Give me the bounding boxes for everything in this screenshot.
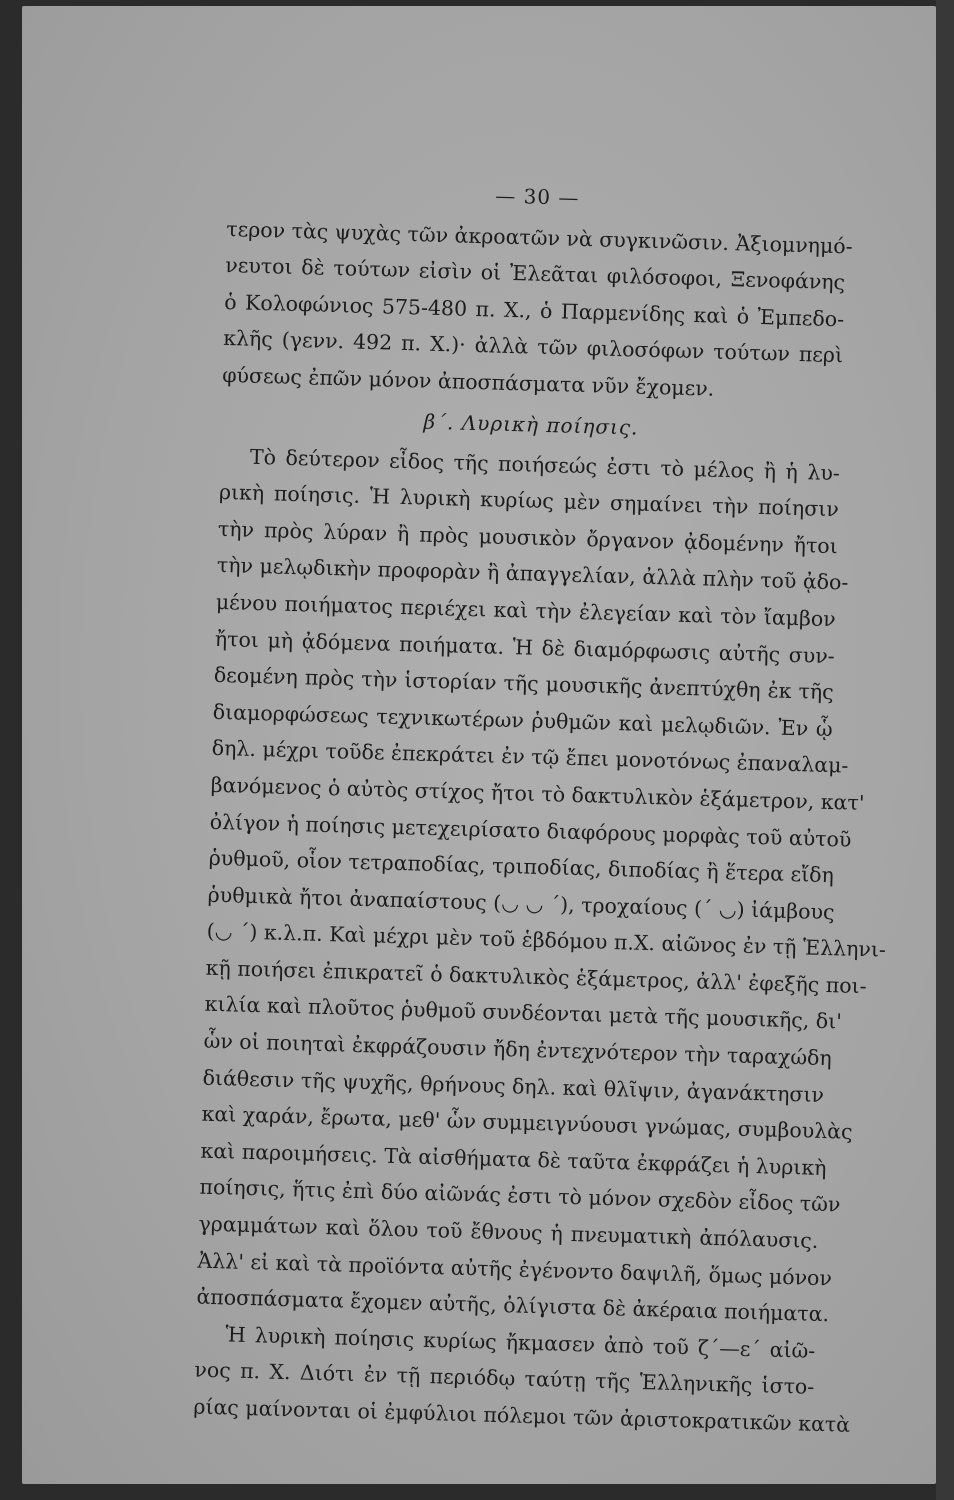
text-line: Τὸ δεύτερον εἶδος τῆς ποιήσεώς ἐστι τὸ μέλος ἢ ἡ λυ- [249, 444, 841, 485]
text-line: καὶ χαράν, ἔρωτα, μεθ' ὧν συμμειγνύουσι γνώμας, συμβουλὰς [201, 1101, 853, 1145]
text-line: Ἀλλ' εἰ καὶ τὰ προϊόντα αὐτῆς ἐγένοντο δαψιλῆ, ὅμως μόνον [197, 1248, 833, 1290]
text-line: ρίας μαίνονται οἱ ἐμφύλιοι πόλεμοι τῶν ἀριστοκρατικῶν κατὰ [193, 1394, 851, 1437]
text-line: φύσεως ἐπῶν μόνον ἀποσπάσματα νῦν ἔχομεν. [221, 362, 715, 401]
text-line: ῥυθμικὰ ἤτοι ἀναπαίστους (◡ ◡ ´), τροχαίους (´ ◡) ἰάμβους [207, 882, 835, 924]
text-line: μένου ποιήματος περιέχει καὶ τὴν ἐλεγείαν καὶ τὸν ἴαμβον [215, 589, 837, 632]
text-line: καὶ παροιμήσεις. Τὰ αἰσθήματα δὲ ταῦτα ἐκφράζει ἡ λυρικὴ [200, 1138, 827, 1180]
text-line: βανόμενος ὁ αὐτὸς στίχος ἤτοι τὸ δακτυλικὸν ἑξάμετρον, κατ' [210, 772, 865, 815]
text-line: τὴν πρὸς λύραν ἢ πρὸς μουσικὸν ὄργανον ᾀδομένην ἤτοι [217, 516, 839, 558]
text-line: κιλία καὶ πλοῦτος ῥυθμοῦ συνδέονται μετὰ τῆς μουσικῆς, δι' [204, 992, 843, 1034]
text-line: Ἡ λυρικὴ ποίησις κυρίως ἤκμασεν ἀπὸ τοῦ ζ΄—ε΄ αἰῶ- [225, 1322, 816, 1363]
text-line: κλῆς (γενν. 492 π. Χ.)· ἀλλὰ τῶν φιλοσόφων τούτων περὶ [222, 326, 844, 368]
text-line: ῥυθμοῦ, οἷον τετραποδίας, τριποδίας, διποδίας ἢ ἕτερα εἴδη [208, 845, 835, 888]
text-line: τερον τὰς ψυχὰς τῶν ἀκροατῶν νὰ συγκινῶσιν. Ἀξιομνημό- [226, 216, 853, 259]
page-text [193, 170, 887, 1442]
text-line: ὧν οἱ ποιηταὶ ἐκφράζουσιν ἤδη ἐντεχνότερον τὴν ταραχώδη [203, 1028, 833, 1071]
text-line: γραμμάτων καὶ ὅλου τοῦ ἔθνους ἡ πνευματικὴ ἀπόλαυσις. [198, 1211, 819, 1253]
paragraph-3 [193, 1315, 851, 1442]
paragraph-2 [196, 437, 887, 1332]
text-line: διάθεσιν τῆς ψυχῆς, θρήνους δηλ. καὶ θλῖψιν, ἀγανάκτησιν [202, 1065, 825, 1107]
book-edge [936, 0, 954, 1500]
text-line: νος π. Χ. Διότι ἐν τῇ περιόδῳ ταύτῃ τῆς Ἑλληνικῆς ἱστο- [194, 1357, 815, 1400]
text-line: ἀποσπάσματα ἔχομεν αὐτῆς, ὀλίγιστα δὲ ἀκέραια ποιήματα. [196, 1284, 830, 1327]
text-line: διαμορφώσεως τεχνικωτέρων ῥυθμῶν καὶ μελῳδιῶν. Ἐν ᾧ [212, 699, 833, 741]
text-line: δεομένη πρὸς τὴν ἱστορίαν τῆς μουσικῆς ἀνεπτύχθη ἐκ τῆς [213, 662, 834, 705]
text-line: ὀλίγον ἡ ποίησις μετεχειρίσατο διαφόρους μορφὰς τοῦ αὐτοῦ [209, 809, 852, 852]
section-heading: β΄. Λυρικὴ ποίησις. [423, 409, 639, 440]
text-line: (◡ ´) κ.λ.π. Καὶ μέχρι μὲν τοῦ ἑβδόμου π.Χ. αἰῶνος ἐν τῇ Ἑλληνι- [206, 918, 887, 962]
text-line: ὁ Κολοφώνιος 575-480 π. Χ., ὁ Παρμενίδης καὶ ὁ Ἐμπεδο- [223, 289, 845, 332]
text-line: δηλ. μέχρι τοῦδε ἐπεκράτει ἐν τῷ ἔπει μονοτόνως ἐπαναλαμ- [211, 736, 849, 778]
text-line: νευτοι δὲ τούτων εἰσὶν οἱ Ἐλεᾶται φιλόσοφοι, Ξενοφάνης [225, 253, 846, 295]
paragraph-1 [221, 211, 853, 411]
page-number: — 30 — [494, 183, 580, 210]
text-line: ἤτοι μὴ ᾀδόμενα ποιήματα. Ἡ δὲ διαμόρφωσις αὐτῆς συν- [214, 626, 836, 668]
text-line: ρικὴ ποίησις. Ἡ λυρικὴ κυρίως μὲν σημαίνει τὴν ποίησιν [218, 480, 840, 522]
text-line: ποίησις, ἥτις ἐπὶ δύο αἰῶνάς ἐστι τὸ μόνον σχεδὸν εἶδος τῶν [199, 1175, 841, 1217]
text-line: τὴν μελῳδικὴν προφορὰν ἢ ἀπαγγελίαν, ἀλλὰ πλὴν τοῦ ᾀδο- [216, 553, 849, 595]
text-line: κῇ ποιήσει ἐπικρατεῖ ὁ δακτυλικὸς ἑξάμετρος, ἀλλ' ἐφεξῆς ποι- [205, 955, 867, 999]
